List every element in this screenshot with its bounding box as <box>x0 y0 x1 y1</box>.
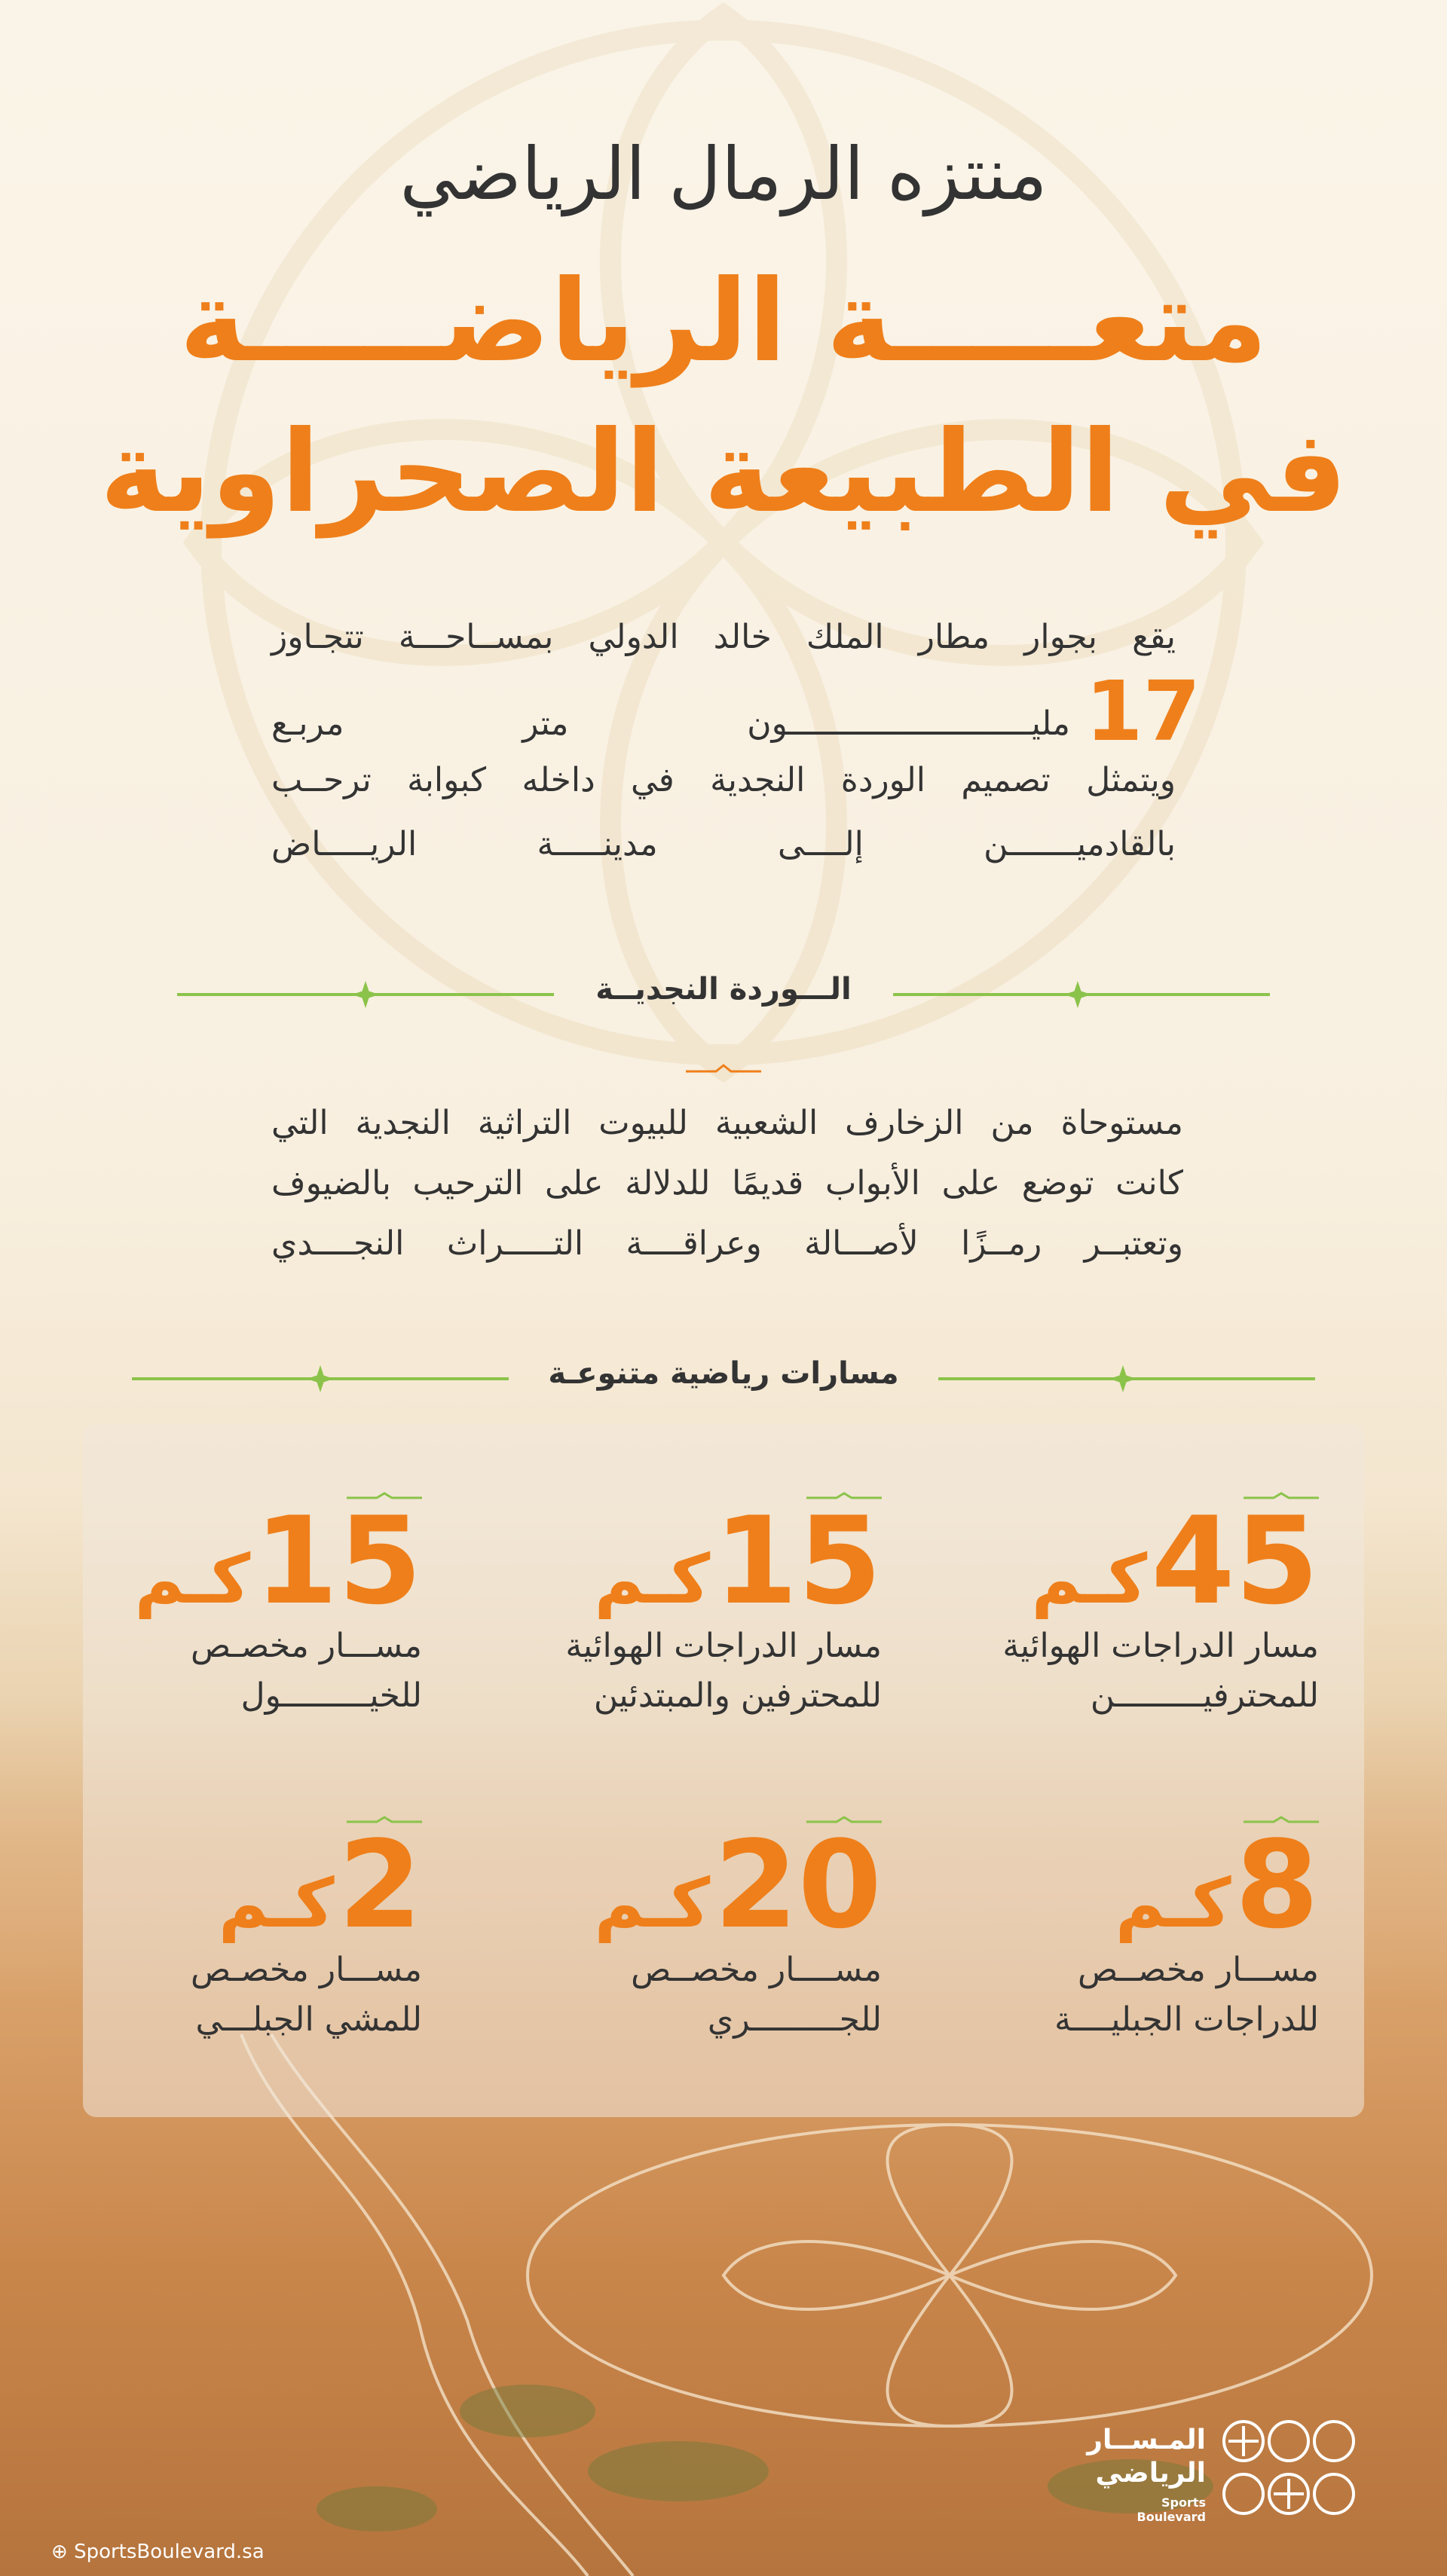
leaf-ornament-icon <box>305 1364 335 1394</box>
tracks-section-title: مسارات رياضية متنوعـة <box>548 1356 899 1391</box>
track-distance-number: 8 <box>1234 1814 1319 1955</box>
intro-line-2: مليـــــــــــــــــــــــــون متر مربـع <box>271 704 1070 743</box>
track-card <box>106 1816 422 2045</box>
track-description-line2: للخيـــــــــول <box>240 1676 422 1715</box>
small-ornament-icon <box>686 1062 761 1077</box>
rose-line-3: وتعتبــر رمــزًا لأصـــالة وعراقــــة التـــــراث النجــــدي <box>271 1224 1183 1263</box>
website-text: SportsBoulevard.sa <box>74 2541 265 2563</box>
track-description-line1: مســـار مخصـص <box>190 1627 422 1665</box>
track-distance-number: 15 <box>254 1490 422 1631</box>
intro-line-4: بالقادميـــــــن إلــــى مدينـــــة الريـــــاض <box>271 825 1176 863</box>
intro-line-1: يقع بجوار مطار الملك خالد الدولي بمســاحـــة تتجـاوز <box>271 618 1176 656</box>
track-distance-unit: كـم <box>218 1864 335 1943</box>
sports-boulevard-logo <box>1087 2411 1417 2532</box>
track-description-line1: مسار الدراجات الهوائية <box>1002 1627 1319 1665</box>
track-card <box>565 1492 882 1721</box>
intro-line-3: ويتمثل تصميم الوردة النجدية في داخله كبوابة ترحــب <box>271 761 1176 799</box>
track-distance-number: 45 <box>1151 1490 1319 1631</box>
track-distance-number: 2 <box>338 1814 422 1955</box>
track-description-line1: مســـار مخصـص <box>190 1951 422 1989</box>
track-description-line2: للمحترفيـــــــــن <box>1090 1676 1319 1715</box>
track-description-line1: مســـار مخصــص <box>1078 1951 1319 1989</box>
track-card <box>106 1492 422 1721</box>
logo-text-english: Sports Boulevard <box>1136 2495 1206 2524</box>
track-description-line2: للمشي الجبلـــي <box>195 2000 422 2039</box>
track-distance-unit: كـم <box>1115 1864 1231 1943</box>
globe-icon: ⊕ <box>51 2541 68 2563</box>
track-description-line2: للدراجات الجبليــــة <box>1054 2000 1319 2039</box>
leaf-ornament-icon <box>350 979 381 1010</box>
rose-line-2: كانت توضع على الأبواب قديمًا للدلالة على الترحيب بالضيوف <box>271 1164 1183 1202</box>
track-card <box>565 1816 882 2045</box>
main-title-line2: في الطبيعة الصحراوية <box>99 407 1348 538</box>
track-distance-number: 15 <box>714 1490 882 1631</box>
track-distance-unit: كـم <box>594 1540 711 1619</box>
rose-line-1: مستوحاة من الزخارف الشعبية للبيوت التراثية النجدية التي <box>271 1104 1183 1142</box>
logo-text-arabic-1: المـســار <box>1087 2425 1206 2455</box>
track-description-line1: مســــار مخصــص <box>631 1951 882 1989</box>
track-card <box>1002 1492 1319 1721</box>
track-description-line2: للمحترفين والمبتدئين <box>593 1676 882 1715</box>
rose-section-title: الـــوردة النجديــة <box>595 972 852 1007</box>
logo-text-arabic-2: الرياضي <box>1095 2458 1206 2489</box>
area-number: 17 <box>1085 663 1201 759</box>
track-description-line1: مسار الدراجات الهوائية <box>565 1627 882 1665</box>
main-title-line1: متعـــــة الرياضـــــة <box>179 256 1268 387</box>
track-distance-unit: كـم <box>594 1864 711 1943</box>
leaf-ornament-icon <box>1063 979 1093 1010</box>
track-distance-unit: كـم <box>1031 1540 1148 1619</box>
logo-pattern-icon <box>1213 2411 1364 2532</box>
subtitle: منتزه الرمال الرياضي <box>399 132 1048 216</box>
track-card <box>1002 1816 1319 2045</box>
leaf-ornament-icon <box>1108 1364 1138 1394</box>
track-distance-number: 20 <box>714 1814 882 1955</box>
track-distance-unit: كـم <box>134 1540 251 1619</box>
track-description-line2: للجـــــــــري <box>707 2000 882 2039</box>
website-link[interactable] <box>51 2541 265 2563</box>
